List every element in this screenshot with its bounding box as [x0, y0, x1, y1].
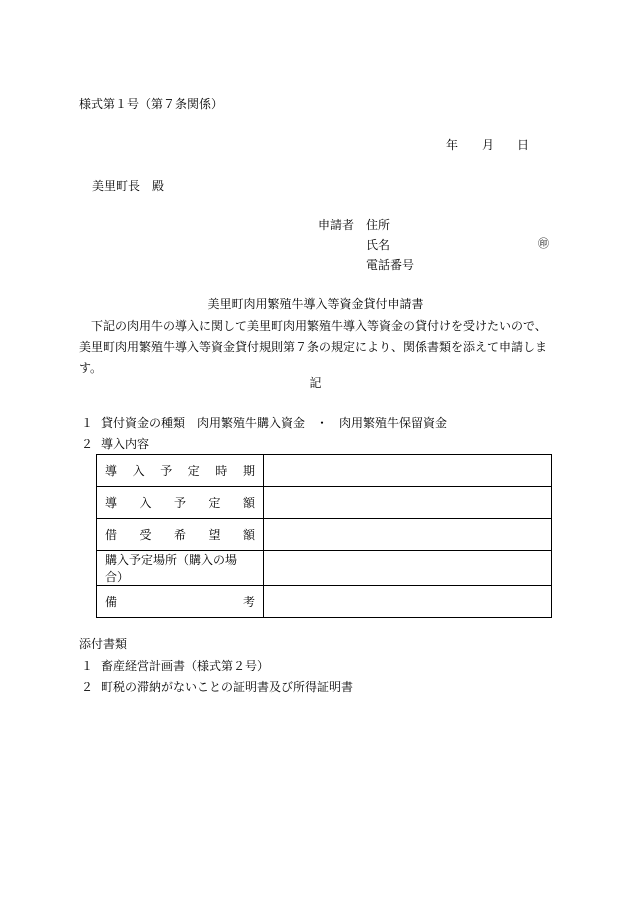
- document-title: 美里町肉用繁殖牛導入等資金貸付申請書: [207, 297, 424, 311]
- attachments-title: 添付書類: [79, 637, 128, 651]
- attachment-item: [81, 658, 269, 674]
- purchase-place-field[interactable]: [264, 551, 552, 586]
- table-row: [97, 455, 552, 487]
- loan-option-separator: ・: [316, 416, 329, 430]
- row-label-purchase-place: 購入予定場所（購入の場合）: [97, 551, 264, 586]
- attachment-number: ２: [81, 680, 94, 694]
- table-row: [97, 487, 552, 519]
- introduction-period-field[interactable]: [264, 455, 552, 487]
- address-label: 住所: [366, 218, 391, 232]
- introduction-content-label: 導入内容: [101, 437, 150, 451]
- attachment-text: 町税の滞納がないことの証明書及び所得証明書: [101, 680, 354, 694]
- attachment-text: 畜産経営計画書（様式第２号）: [101, 659, 270, 673]
- date-month-label: 月: [482, 138, 495, 152]
- row-label-remarks: 備 考: [97, 586, 264, 618]
- table-row: [97, 551, 552, 586]
- attachment-number: １: [81, 659, 94, 673]
- introduction-content-table: [96, 454, 552, 618]
- application-body-text: 下記の肉用牛の導入に関して美里町肉用繁殖牛導入等資金の貸付けを受けたいので、美里町肉用繁殖牛導入等資金貸付規則第７条の規定により、関係書類を添えて申請します。: [79, 319, 548, 375]
- introduction-amount-field[interactable]: [264, 487, 552, 519]
- loan-option-retention: 肉用繁殖牛保留資金: [339, 416, 448, 430]
- date-day-label: 日: [517, 138, 530, 152]
- remarks-field[interactable]: [264, 586, 552, 618]
- item-number: ２: [81, 437, 94, 451]
- loan-type-line: [81, 415, 447, 431]
- row-label-introduction-period: 導 入 予 定 時 期: [97, 455, 264, 487]
- row-label-introduction-amount: 導 入 予 定 額: [97, 487, 264, 519]
- applicant-label: 申請者: [318, 218, 355, 232]
- introduction-content-heading: [81, 436, 149, 452]
- attachment-item: [81, 679, 353, 695]
- loan-amount-field[interactable]: [264, 519, 552, 551]
- name-label: 氏名: [366, 238, 391, 252]
- seal-mark: ㊞: [538, 237, 549, 250]
- phone-label: 電話番号: [366, 258, 415, 272]
- loan-option-purchase: 肉用繁殖牛購入資金: [197, 416, 306, 430]
- date-year-label: 年: [446, 138, 459, 152]
- row-label-loan-amount: 借 受 希 望 額: [97, 519, 264, 551]
- table-row: [97, 519, 552, 551]
- form-number: 様式第１号（第７条関係）: [79, 97, 224, 111]
- item-number: １: [81, 416, 94, 430]
- ki-heading: 記: [309, 376, 322, 390]
- loan-type-label: 貸付資金の種類: [101, 416, 186, 430]
- addressee: 美里町長 殿: [92, 179, 165, 193]
- table-row: [97, 586, 552, 618]
